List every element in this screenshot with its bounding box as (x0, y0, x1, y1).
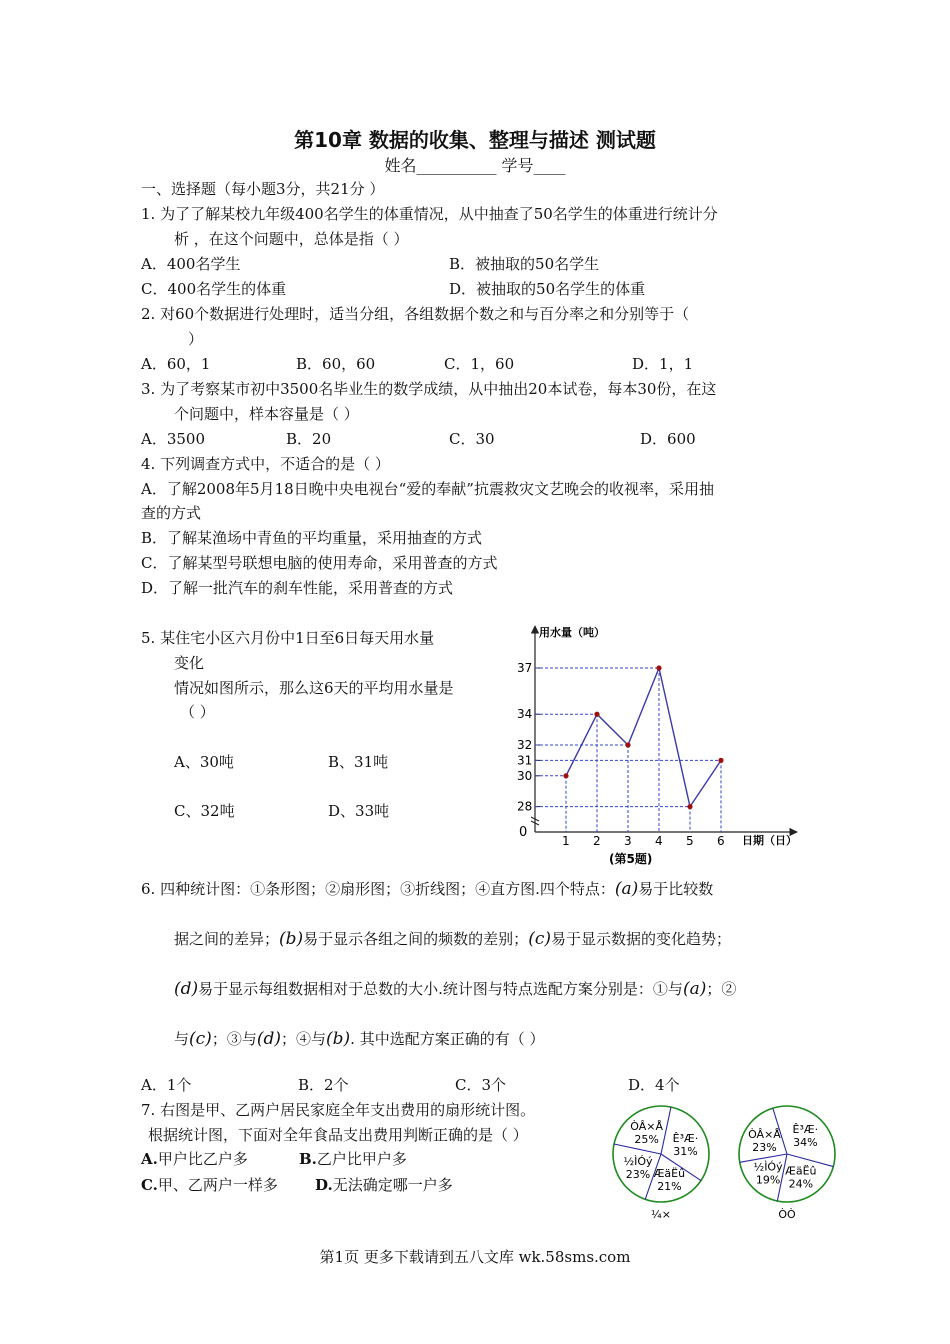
water-usage-line-chart (505, 618, 805, 870)
q5-option-d: D、33吨 (328, 802, 390, 820)
data-point (625, 742, 630, 747)
q1-stem-cont: 析 ，在这个问题中，总体是指（ ） (174, 230, 409, 248)
q6-text: . 其中选配方案正确的有（ ） (350, 1030, 545, 1048)
q4-option-b: B．了解某渔场中青鱼的平均重量，采用抽查的方式 (141, 529, 483, 547)
pie-slice-label: ½ÌÓý (753, 1160, 783, 1174)
pie-slice-value: 21% (657, 1180, 682, 1194)
q6-option-a: A．1个 (141, 1076, 192, 1094)
q4-option-a-cont: 查的方式 (141, 504, 202, 522)
q6-var-d: (d) (174, 979, 199, 999)
q6-text: ；② (706, 980, 737, 998)
y-tick-label: 30 (517, 768, 533, 783)
q3-stem-cont: 个问题中，样本容量是（ ） (174, 405, 359, 423)
q7-stem-cont: 根据统计图，下面对全年食品支出费用判断正确的是（ ） (148, 1126, 528, 1144)
pie-slice-label: ÒÂ×Å (630, 1119, 663, 1133)
q3-option-d: D．600 (640, 430, 696, 448)
q6-line4 (174, 1028, 544, 1049)
q5-stem: 5. 某住宅小区六月份中1日至6日每天用水量 (141, 629, 435, 647)
q7-text: 甲户比乙户多 (157, 1150, 248, 1168)
q2-stem: 2. 对60个数据进行处理时，适当分组，各组数据个数之和与百分率之和分别等于（ (141, 305, 690, 323)
q6-line3 (174, 978, 736, 999)
origin-label: 0 (519, 825, 528, 840)
series-line (566, 668, 721, 807)
pie-slice-label: ÒÂ×Å (748, 1128, 781, 1142)
data-point (563, 773, 568, 778)
pie-caption: ¼× (651, 1208, 671, 1221)
page-title: 第10章 数据的收集、整理与描述 测试题 (294, 128, 656, 152)
data-point (656, 665, 661, 670)
name-id-line: 姓名__________ 学号____ (384, 156, 566, 175)
q6-stem: 6. 四种统计图：①条形图；②扇形图；③折线图；④直方图.四个特点： (141, 880, 615, 898)
data-point (687, 804, 692, 809)
q1-stem: 1. 为了了解某校九年级400名学生的体重情况，从中抽查了50名学生的体重进行统计分 (141, 205, 718, 223)
q2-stem-cont: ） (188, 330, 204, 348)
pie-slice-label: ÆäËû (653, 1167, 686, 1181)
y-tick-label: 31 (517, 753, 533, 768)
q6-text: ；④与 (280, 1030, 326, 1048)
q1-option-a: A．400名学生 (141, 255, 241, 273)
data-point (718, 758, 723, 763)
q2-option-c: C．1，60 (444, 355, 515, 373)
x-tick-label: 6 (717, 834, 725, 848)
y-tick-label: 37 (517, 661, 533, 675)
q6-var-c: (c) (189, 1029, 212, 1049)
pie-slice-value: 24% (788, 1177, 814, 1191)
q6-option-c: C．3个 (455, 1076, 507, 1094)
q6-var-c: (c) (528, 929, 551, 949)
q5-option-b: B、31吨 (328, 753, 389, 771)
x-tick-label: 1 (562, 834, 570, 848)
q5-stem-cont: 变化 (174, 654, 205, 672)
q3-option-b: B．20 (286, 430, 332, 448)
q5-option-c: C、32吨 (174, 802, 235, 820)
q6-text: 易于比较数 (638, 880, 714, 898)
x-axis-label: 日期（日） (742, 834, 797, 847)
q6-option-d: D．4个 (628, 1076, 680, 1094)
y-tick-label: 32 (517, 738, 533, 752)
pie-slice-value: 23% (625, 1167, 651, 1181)
q1-option-b: B．被抽取的50名学生 (449, 255, 600, 273)
data-point (594, 712, 599, 717)
pie-slice-label: Ê³Æ· (792, 1123, 819, 1137)
pie-chart-household-a (606, 1100, 716, 1222)
q3-option-a: A．3500 (141, 430, 206, 448)
q6-var-a: (a) (682, 979, 707, 999)
pie-caption: ÒÒ (778, 1208, 796, 1221)
q6-text: 易于显示每组数据相对于总数的大小.统计图与特点选配方案分别是：①与 (198, 980, 683, 998)
chart-caption: (第5题) (609, 852, 653, 866)
q5-stem-cont2: 情况如图所示，那么这6天的平均用水量是 (174, 679, 454, 697)
q6-var-b: (b) (279, 929, 304, 949)
pie-chart-household-b (732, 1100, 842, 1222)
pie-slice-value: 31% (673, 1145, 698, 1159)
q6-var-b: (b) (326, 1029, 351, 1049)
q7-option-c (141, 1174, 278, 1195)
y-tick-label: 28 (517, 799, 533, 814)
pie-slice-label: ÆäËû (785, 1164, 817, 1178)
q4-option-d: D．了解一批汽车的刹车性能，采用普查的方式 (141, 579, 454, 597)
q4-stem: 4. 下列调查方式中，不适合的是（ ） (141, 455, 390, 473)
pie-slice-value: 25% (634, 1132, 659, 1146)
q7-key-a: A. (141, 1150, 158, 1168)
x-tick-label: 2 (593, 834, 601, 848)
q2-option-a: A．60，1 (141, 355, 211, 373)
pie-slice-label: ½ÌÓý (623, 1154, 653, 1168)
q2-option-d: D．1，1 (632, 355, 694, 373)
q6-text: 与 (174, 1030, 190, 1048)
q7-key-c: C. (141, 1176, 158, 1194)
q6-option-b: B．2个 (298, 1076, 349, 1094)
x-tick-label: 3 (624, 834, 632, 848)
q4-option-c: C．了解某型号联想电脑的使用寿命，采用普查的方式 (141, 554, 498, 572)
page-footer: 第1页 更多下载请到五八文库 wk.58sms.com (319, 1248, 631, 1266)
q2-option-b: B．60，60 (296, 355, 376, 373)
x-tick-label: 5 (686, 834, 694, 848)
q3-option-c: C．30 (449, 430, 495, 448)
x-tick-label: 4 (655, 834, 663, 848)
q1-option-c: C．400名学生的体重 (141, 280, 287, 298)
y-axis-label: 用水量（吨） (539, 626, 605, 639)
q6-line2 (174, 928, 731, 949)
q7-key-b: B. (299, 1150, 317, 1168)
pie-slice-value: 19% (755, 1173, 781, 1187)
q7-key-d: D. (315, 1176, 333, 1194)
q1-option-d: D．被抽取的50名学生的体重 (449, 280, 646, 298)
q7-stem: 7. 右图是甲、乙两户居民家庭全年支出费用的扇形统计图。 (141, 1101, 536, 1119)
q7-text: 无法确定哪一户多 (332, 1176, 453, 1194)
q6-var-a: (a) (614, 879, 639, 899)
section-heading: 一、选择题（每小题3分，共21分 ） (141, 180, 385, 198)
q6-text: ；③与 (211, 1030, 257, 1048)
q7-text: 乙户比甲户多 (316, 1150, 407, 1168)
q3-stem: 3. 为了考察某市初中3500名毕业生的数学成绩，从中抽出20本试卷，每本30份，在这 (141, 380, 717, 398)
q5-paren: （ ） (180, 703, 215, 721)
pie-slice-label: Ê³Æ· (672, 1132, 699, 1146)
q4-option-a: A．了解2008年5月18日晚中央电视台“爱的奉献”抗震救灾文艺晚会的收视率，采用抽 (141, 480, 714, 498)
q7-option-d (315, 1174, 453, 1195)
q7-option-a (141, 1148, 248, 1169)
q5-option-a: A、30吨 (174, 753, 234, 771)
q7-text: 甲、乙两户一样多 (157, 1176, 278, 1194)
pie-slice-value: 34% (793, 1136, 818, 1150)
q6-var-d: (d) (256, 1029, 281, 1049)
pie-slice-value: 23% (752, 1141, 777, 1155)
q6-text: 据之间的差异； (174, 930, 280, 948)
q7-option-b (299, 1148, 407, 1169)
q6-line1 (141, 878, 713, 899)
y-tick-label: 34 (517, 707, 533, 722)
q6-text: 易于显示数据的变化趋势； (550, 930, 731, 948)
q6-text: 易于显示各组之间的频数的差别； (303, 930, 529, 948)
